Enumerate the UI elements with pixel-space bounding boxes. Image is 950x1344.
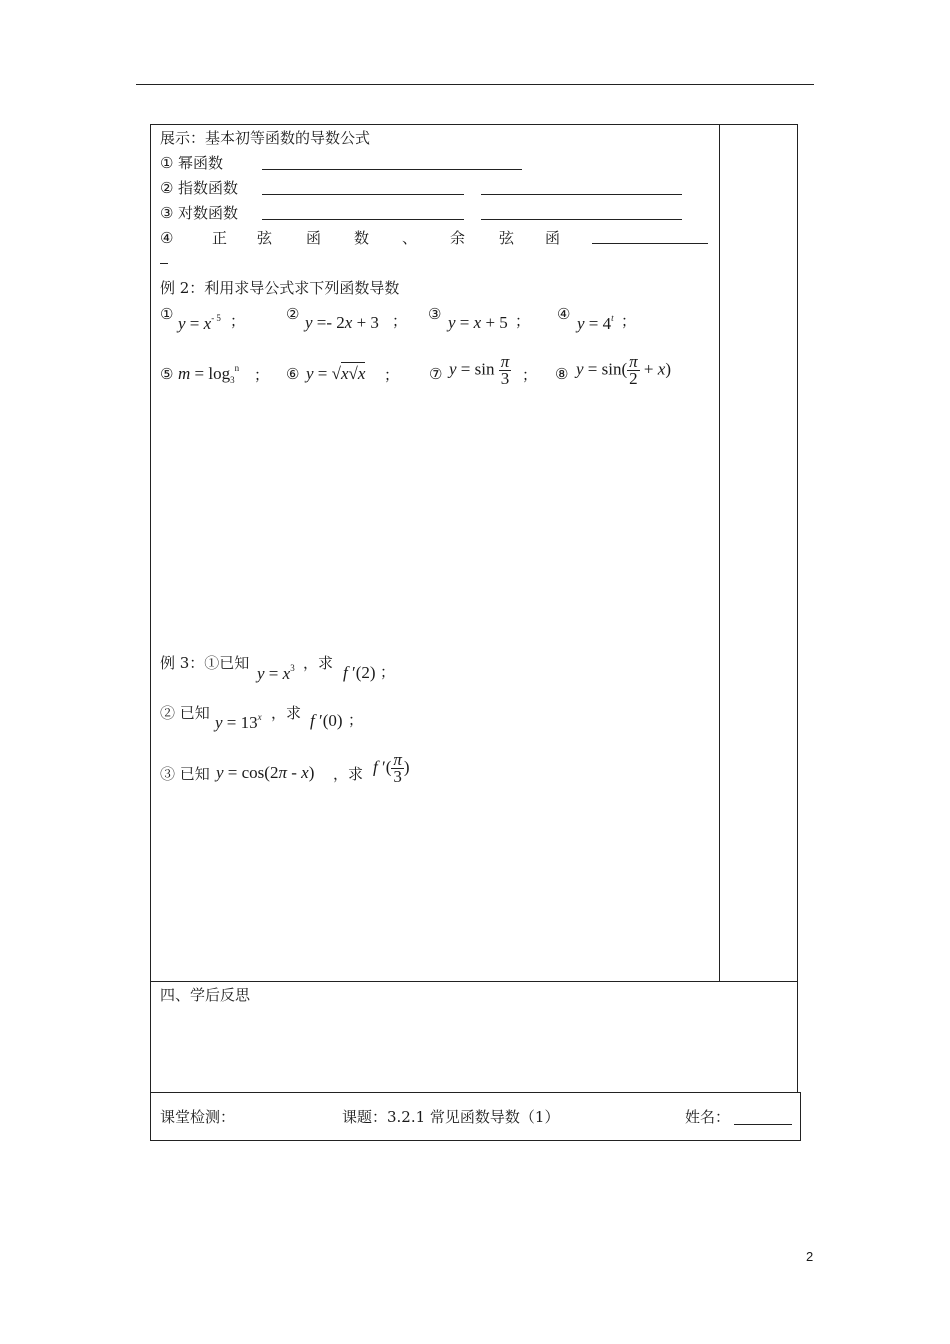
ex2-sep-7: ；: [522, 366, 538, 384]
ex2-formula-6: y = √x√x: [306, 364, 366, 383]
ex2-sep-6: ；: [384, 366, 400, 384]
ex2-num-8: ⑧: [555, 365, 569, 383]
name-blank: [734, 1124, 792, 1125]
item-exp-num: ②: [160, 179, 174, 197]
ex2-num-1: ①: [160, 305, 174, 323]
ex2-num-2: ②: [286, 305, 300, 323]
ex2-formula-1: $y = x^{- 5}$: [178, 313, 221, 333]
ex3-target-3: f ′( $\frac{\pi}{3}$ ): [373, 750, 410, 786]
item-power-num: ①: [160, 154, 174, 172]
ex3-formula-1: $y = x^3$: [257, 663, 295, 683]
topic-label: 课题：3.2.1 常见函数导数（1）: [342, 1108, 560, 1126]
item-power-label: 幂函数: [178, 154, 224, 172]
example2-title: 例 2：利用求导公式求下列函数导数: [160, 279, 400, 297]
ex3-formula-2: $y = 13^x$: [215, 712, 262, 732]
ex2-sep-4: ；: [621, 312, 637, 330]
ex2-formula-3: y = x + 5: [448, 313, 508, 332]
ex2-num-3: ③: [428, 305, 442, 323]
ex3-find-1: ，求: [303, 654, 334, 672]
log-blank-1: [262, 219, 464, 220]
trig-char-7: 弦: [499, 229, 515, 247]
ex3-find-3: ，求: [333, 765, 364, 783]
ex2-formula-7: y = sin $\frac{\pi}{3}$: [449, 352, 510, 388]
ex2-formula-8: y = sin( $\frac{\pi}{2}$ + x): [576, 352, 671, 388]
ex2-sep-1: ；: [230, 312, 246, 330]
ex2-num-5: ⑤: [160, 365, 174, 383]
ex2-num-6: ⑥: [286, 365, 300, 383]
item-log-label: 对数函数: [178, 204, 239, 222]
item-log-num: ③: [160, 204, 174, 222]
trig-char-4: 数: [354, 229, 370, 247]
ex2-num-4: ④: [557, 305, 571, 323]
exp-blank-1: [262, 194, 464, 195]
ex2-sep-3: ；: [515, 312, 531, 330]
name-label: 姓名：: [685, 1108, 731, 1126]
item-exp-label: 指数函数: [178, 179, 239, 197]
ex2-formula-2: y =- 2x + 3: [305, 313, 379, 332]
main-table: [150, 124, 798, 982]
trig-char-6: 余: [450, 229, 466, 247]
trig-char-2: 弦: [257, 229, 273, 247]
ex2-formula-4: $y = 4^t$: [577, 313, 614, 333]
ex3-find-2: ，求: [271, 704, 302, 722]
ex2-formula-5: $m = \log_3^n$: [178, 363, 240, 385]
item-trig-num: ④: [160, 229, 174, 247]
class-check-label: 课堂检测：: [160, 1108, 236, 1126]
trig-blank: [592, 243, 708, 244]
ex2-num-7: ⑦: [429, 365, 443, 383]
ex3-target-1: f ′(2): [343, 663, 376, 682]
page-number: 2: [806, 1249, 814, 1264]
power-blank: [262, 169, 522, 170]
example3-part2-label: ② 已知: [160, 704, 210, 722]
header-rule: [136, 84, 814, 85]
log-blank-2: [481, 219, 682, 220]
ex2-sep-5: ；: [254, 366, 270, 384]
trig-char-3: 函: [306, 229, 322, 247]
ex2-sep-2: ；: [392, 312, 408, 330]
display-title: 展示：基本初等函数的导数公式: [160, 129, 371, 147]
exp-blank-2: [481, 194, 682, 195]
trig-char-8: 函: [545, 229, 561, 247]
trig-char-5: 、: [402, 229, 418, 247]
example3-part3-label: ③ 已知: [160, 765, 210, 783]
ex3-target-2: f ′(0): [310, 711, 343, 730]
ex3-semicolon-1: ；: [380, 663, 396, 681]
table-column-divider: [719, 124, 720, 982]
ex3-semicolon-2: ；: [348, 711, 364, 729]
trig-blank-tail: [160, 263, 168, 264]
example3-title: 例 3：①已知: [160, 654, 250, 672]
trig-char-1: 正: [212, 229, 228, 247]
ex3-formula-3: y = cos(2π - x): [216, 763, 315, 782]
reflection-title: 四、学后反思: [160, 986, 251, 1004]
